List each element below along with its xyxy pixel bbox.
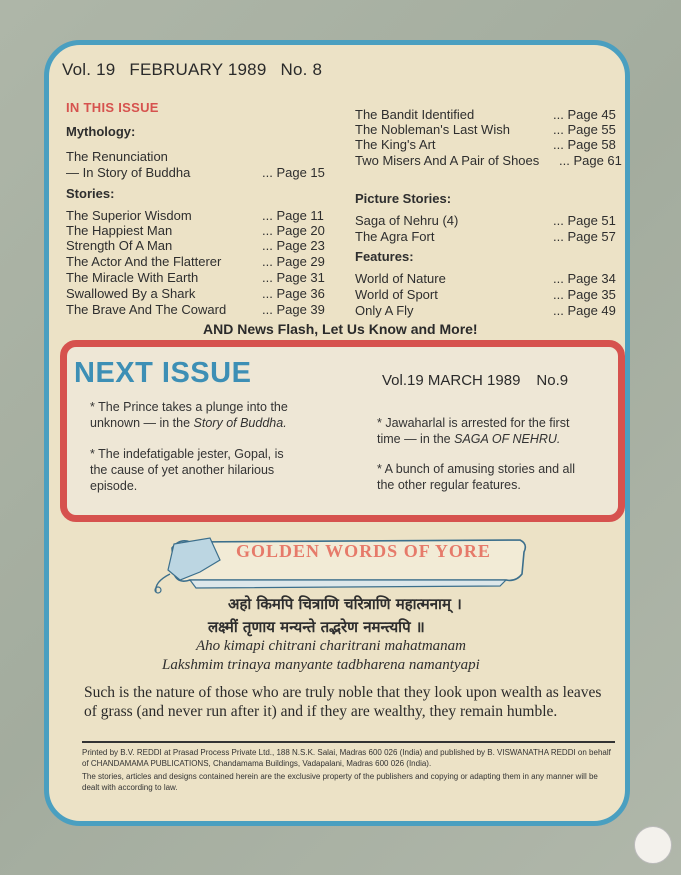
toc-title: World of Sport bbox=[355, 287, 438, 302]
next-item-line: the cause of yet another hilarious bbox=[90, 463, 275, 477]
toc-title: The Actor And the Flatterer bbox=[66, 254, 222, 269]
next-item-italic: Story of Buddha. bbox=[193, 416, 287, 430]
toc-page: ... Page 34 bbox=[553, 271, 616, 286]
next-issue-item bbox=[90, 399, 288, 431]
toc-item bbox=[355, 153, 625, 168]
toc-page: ... Page 15 bbox=[262, 165, 325, 180]
toc-page: ... Page 51 bbox=[553, 213, 616, 228]
toc-title: The Happiest Man bbox=[66, 223, 173, 238]
golden-words-title: GOLDEN WORDS OF YORE bbox=[236, 541, 491, 561]
next-issue-volume bbox=[382, 372, 568, 389]
printer-publisher-line: Printed by B.V. REDDI at Prasad Process Private Ltd., 188 N.S.K. Salai, Madras 600 026 (India) and published by B. VISWANATHA REDDI on behalf of CHANDAMAMA PUBLICATIONS, Chandamama Buildings, Vadapalani, Madras 600 026 (India). bbox=[82, 748, 611, 768]
verse-meaning: Such is the nature of those who are truly noble that they look upon wealth as leaves of grass (and never run after it) and if they are wealthy, they remain humble. bbox=[84, 684, 602, 720]
toc-page: ... Page 49 bbox=[553, 303, 616, 318]
transliteration-line: Aho kimapi chitrani charitrani mahatmanam bbox=[196, 638, 466, 654]
mythology-heading: Mythology: bbox=[66, 124, 136, 139]
toc-item bbox=[355, 137, 625, 152]
imprint-notice bbox=[82, 748, 615, 793]
picture-stories-heading: Picture Stories: bbox=[355, 191, 452, 206]
toc-title: The Superior Wisdom bbox=[66, 208, 192, 223]
toc-item bbox=[355, 303, 625, 318]
issue-header bbox=[62, 60, 336, 80]
toc-title: The King's Art bbox=[355, 137, 436, 152]
next-item-line bbox=[377, 431, 569, 447]
next-item-line bbox=[90, 415, 288, 431]
watermark-stamp-icon bbox=[634, 826, 672, 864]
toc-page: ... Page 61 bbox=[559, 153, 622, 168]
issue-volume: Vol. 19 bbox=[62, 60, 116, 79]
toc-title: Swallowed By a Shark bbox=[66, 286, 196, 301]
toc-item bbox=[66, 286, 336, 301]
toc-page: ... Page 23 bbox=[262, 238, 325, 253]
toc-title: The Miracle With Earth bbox=[66, 270, 199, 285]
toc-item bbox=[66, 254, 336, 269]
toc-item bbox=[66, 208, 336, 223]
news-flash-line: AND News Flash, Let Us Know and More! bbox=[203, 321, 478, 337]
toc-page: ... Page 31 bbox=[262, 270, 325, 285]
toc-item bbox=[355, 122, 625, 137]
next-issue-month: Vol.19 MARCH 1989 bbox=[382, 372, 521, 389]
toc-page: ... Page 55 bbox=[553, 122, 616, 137]
next-item-text: time — in the bbox=[377, 432, 455, 446]
in-this-issue-label: IN THIS ISSUE bbox=[66, 100, 159, 115]
toc-title: The Agra Fort bbox=[355, 229, 435, 244]
toc-item bbox=[66, 270, 336, 285]
toc-item bbox=[66, 149, 168, 164]
toc-item bbox=[66, 302, 336, 317]
toc-title: The Bandit Identified bbox=[355, 107, 475, 122]
next-issue-item bbox=[90, 446, 284, 494]
toc-title: The Nobleman's Last Wish bbox=[355, 122, 510, 137]
scroll-banner-icon bbox=[150, 530, 530, 594]
next-item-line: the other regular features. bbox=[377, 478, 521, 492]
sanskrit-verse-line: लक्ष्मीं तृणाय मन्यन्ते तद्भरेण नमन्त्यपि ॥ bbox=[208, 618, 425, 636]
next-issue-number: No.9 bbox=[536, 372, 569, 389]
toc-item bbox=[66, 223, 336, 238]
next-item-italic: SAGA OF NEHRU. bbox=[454, 432, 561, 446]
toc-page: ... Page 36 bbox=[262, 286, 325, 301]
transliteration-line: Lakshmim trinaya manyante tadbharena namantyapi bbox=[162, 657, 480, 673]
toc-title: Two Misers And A Pair of Shoes bbox=[355, 153, 540, 168]
next-item-line: * The indefatigable jester, Gopal, is bbox=[90, 447, 284, 461]
toc-item bbox=[355, 229, 625, 244]
issue-month: FEBRUARY 1989 bbox=[129, 60, 267, 79]
toc-title: World of Nature bbox=[355, 271, 446, 286]
copyright-notice: The stories, articles and designs contained herein are the exclusive property of the publishers and copying or adapting them in any manner will be dealt with according to law. bbox=[82, 772, 598, 792]
next-issue-item bbox=[377, 461, 575, 493]
next-item-line: episode. bbox=[90, 479, 138, 493]
divider bbox=[82, 741, 615, 743]
sanskrit-verse-line: अहो किमपि चित्राणि चरित्राणि महात्मनाम् । bbox=[228, 595, 462, 613]
toc-page: ... Page 11 bbox=[262, 208, 324, 223]
next-issue-item bbox=[377, 415, 569, 447]
toc-item bbox=[355, 287, 625, 302]
next-item-line: * A bunch of amusing stories and all bbox=[377, 462, 576, 476]
toc-page: ... Page 58 bbox=[553, 137, 616, 152]
toc-item bbox=[66, 165, 336, 180]
toc-item bbox=[66, 238, 336, 253]
toc-page: ... Page 45 bbox=[553, 107, 616, 122]
features-heading: Features: bbox=[355, 249, 414, 264]
next-item-line: * Jawaharlal is arrested for the first bbox=[377, 416, 570, 430]
toc-title: Strength Of A Man bbox=[66, 238, 173, 253]
toc-title: — In Story of Buddha bbox=[66, 165, 191, 180]
toc-page: ... Page 39 bbox=[262, 302, 325, 317]
stories-heading: Stories: bbox=[66, 186, 115, 201]
toc-title: Only A Fly bbox=[355, 303, 414, 318]
next-item-text: unknown — in the bbox=[90, 416, 194, 430]
toc-item bbox=[355, 271, 625, 286]
toc-item bbox=[355, 107, 625, 122]
toc-title: Saga of Nehru (4) bbox=[355, 213, 459, 228]
toc-page: ... Page 57 bbox=[553, 229, 616, 244]
toc-item bbox=[355, 213, 625, 228]
toc-title: The Renunciation bbox=[66, 149, 168, 164]
toc-title: The Brave And The Coward bbox=[66, 302, 227, 317]
next-item-line: * The Prince takes a plunge into the bbox=[90, 400, 288, 414]
toc-page: ... Page 20 bbox=[262, 223, 325, 238]
next-issue-title: NEXT ISSUE bbox=[74, 357, 252, 389]
toc-page: ... Page 35 bbox=[553, 287, 616, 302]
toc-page: ... Page 29 bbox=[262, 254, 325, 269]
issue-number: No. 8 bbox=[280, 60, 323, 79]
